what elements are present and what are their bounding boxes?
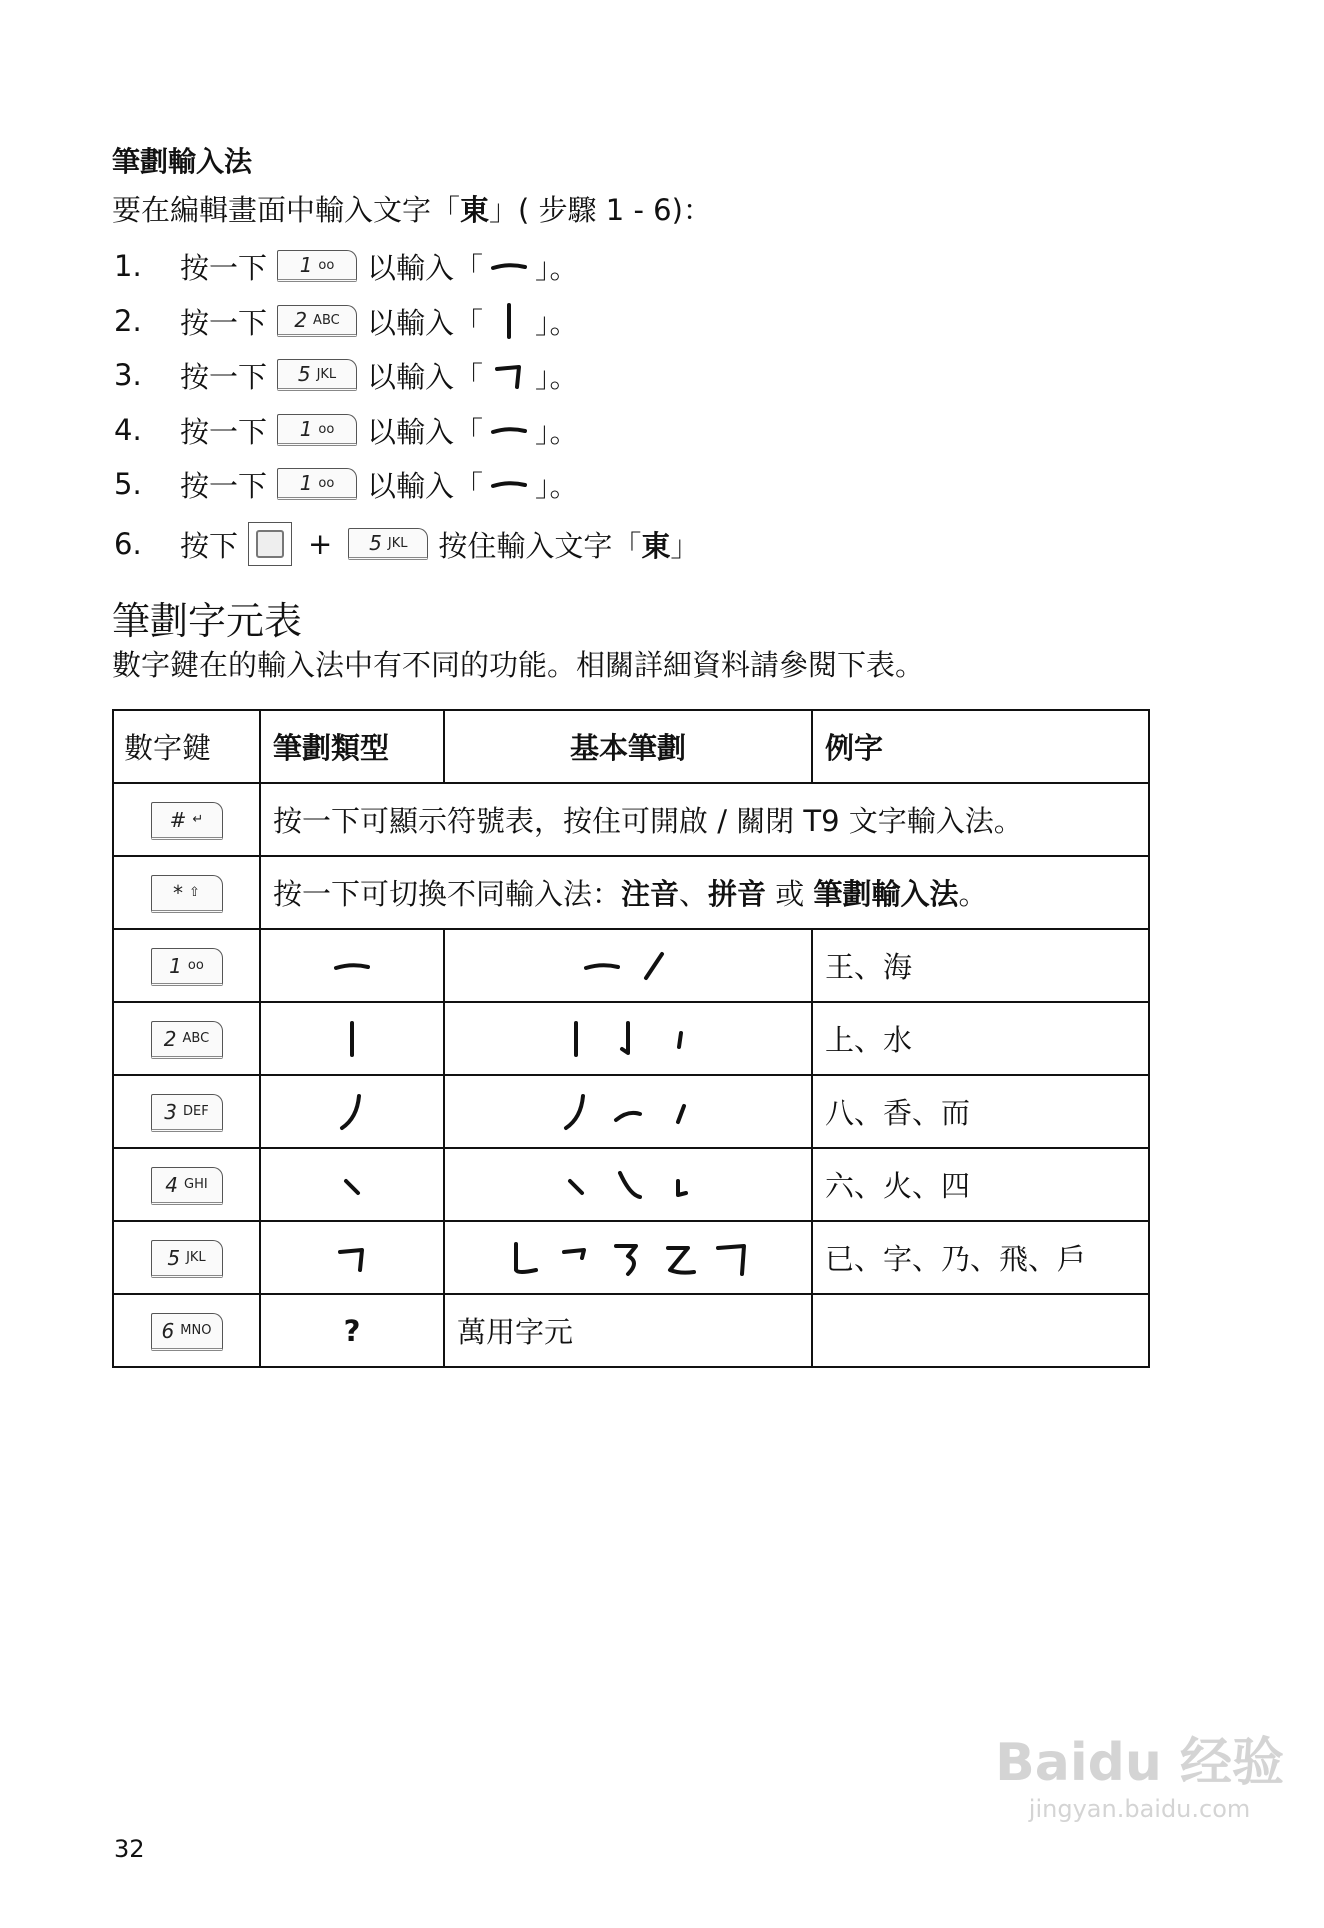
step-number: 6. xyxy=(114,527,142,561)
step-text: 以輸入「 xyxy=(367,305,484,340)
header-stroke-type: 筆劃類型 xyxy=(260,710,444,783)
key-5-icon xyxy=(151,1240,223,1278)
stroke-dian-icon xyxy=(332,1165,372,1205)
step-2 xyxy=(114,299,579,343)
key-sub: MNO xyxy=(180,1323,212,1338)
text: 按一下可切換不同輸入法： xyxy=(273,877,622,911)
stroke-type-cell xyxy=(260,1221,444,1294)
stroke-hengzhesmall-icon xyxy=(556,1238,596,1278)
key-main: 1 xyxy=(169,953,182,978)
key-main: 1 xyxy=(299,253,313,277)
stroke-nai-icon xyxy=(608,1238,648,1278)
key-5-icon xyxy=(348,528,428,560)
key-1-icon xyxy=(277,468,357,500)
text: 、 xyxy=(679,877,709,911)
examples-cell: 八、香、而 xyxy=(812,1075,1149,1148)
table-row xyxy=(113,1075,1149,1148)
table-row xyxy=(113,783,1149,856)
step-text: 以輸入「 xyxy=(367,359,484,394)
basic-stroke-text: 萬用字元 xyxy=(457,1315,574,1349)
step-end: 」。 xyxy=(535,250,579,285)
step-number: 1. xyxy=(114,249,142,283)
stroke-shushort-icon xyxy=(660,1019,700,1059)
step-3 xyxy=(114,353,579,397)
step-text: 以輸入「 xyxy=(367,250,484,285)
step-text: 以輸入「 xyxy=(367,468,484,503)
step-end: 」。 xyxy=(535,359,579,394)
key-sub: JKL xyxy=(387,535,408,551)
examples-cell: 已、字、乃、飛、戶 xyxy=(812,1221,1149,1294)
key-main: 5 xyxy=(297,362,311,386)
key-main: # xyxy=(169,807,187,832)
stroke-heng-icon xyxy=(489,410,529,450)
section-heading: 筆劃輸入法 xyxy=(112,145,253,178)
key-main: * xyxy=(173,880,184,905)
stroke-type-cell xyxy=(260,929,444,1002)
key-main: 6 xyxy=(161,1318,175,1343)
step-action: 按一下 xyxy=(180,305,268,340)
stroke-hengzhe-icon xyxy=(332,1238,372,1278)
intro-prefix: 要在編輯畫面中輸入文字「 xyxy=(112,193,461,227)
key-cell xyxy=(113,856,260,929)
nav-key-icon xyxy=(248,522,292,566)
step-action: 按下 xyxy=(180,528,239,563)
key-sub: ⇧ xyxy=(189,885,200,900)
key-sub: DEF xyxy=(183,1104,209,1119)
basic-strokes-cell xyxy=(444,1075,812,1148)
header-basic-strokes: 基本筆劃 xyxy=(444,710,812,783)
table-description: 數字鍵在的輸入法中有不同的功能。相關詳細資料請參閱下表。 xyxy=(112,648,925,682)
stroke-type-cell xyxy=(260,1002,444,1075)
key-4-icon xyxy=(151,1167,223,1205)
key-main: 4 xyxy=(165,1172,179,1197)
intro-suffix: 」( 步驟 1 - 6)： xyxy=(489,193,712,227)
key-3-icon xyxy=(151,1094,223,1132)
step-text: 以輸入「 xyxy=(367,414,484,449)
intro-text xyxy=(112,188,712,229)
stroke-pie-icon xyxy=(556,1092,596,1132)
stroke-heng-icon xyxy=(582,946,622,986)
key-sub: oo xyxy=(318,257,335,273)
key-cell xyxy=(113,1148,260,1221)
step-end: 」。 xyxy=(535,305,579,340)
stroke-shu-icon xyxy=(489,301,529,341)
key-cell xyxy=(113,1075,260,1148)
basic-strokes-cell xyxy=(444,1148,812,1221)
stroke-pie-icon xyxy=(332,1092,372,1132)
key-sub: ↵ xyxy=(192,812,204,827)
step-action: 按一下 xyxy=(180,468,268,503)
examples-cell: 六、火、四 xyxy=(812,1148,1149,1221)
step-number: 2. xyxy=(114,304,142,338)
step-5 xyxy=(114,462,579,506)
plus-sign: + xyxy=(308,527,333,561)
key-1-icon xyxy=(151,948,223,986)
key-sub: GHI xyxy=(184,1177,208,1192)
step-1 xyxy=(114,244,579,288)
examples-cell xyxy=(812,1294,1149,1367)
step-text: 按住輸入文字「 xyxy=(438,528,642,563)
basic-strokes-cell xyxy=(444,1294,812,1367)
stroke-shugou-icon xyxy=(608,1019,648,1059)
stroke-shuwan-icon xyxy=(504,1238,544,1278)
table-row xyxy=(113,1221,1149,1294)
step-number: 5. xyxy=(114,467,142,501)
key-sub: JKL xyxy=(186,1250,206,1265)
key-cell xyxy=(113,1221,260,1294)
baidu-watermark: Baidu 经验 jingyan.baidu.com xyxy=(995,1733,1284,1823)
key-sub: ABC xyxy=(182,1031,210,1046)
intro-char: 東 xyxy=(460,193,490,227)
key-sub: oo xyxy=(318,475,335,491)
key-1-icon xyxy=(277,250,357,282)
table-row xyxy=(113,1002,1149,1075)
stroke-ti-icon xyxy=(634,946,674,986)
step-action: 按一下 xyxy=(180,250,268,285)
stroke-heng-icon xyxy=(489,246,529,286)
basic-strokes-cell xyxy=(444,1221,812,1294)
stroke-pierise-icon xyxy=(608,1092,648,1132)
key-5-icon xyxy=(277,359,357,391)
step-4 xyxy=(114,408,579,452)
key-cell xyxy=(113,783,260,856)
examples-cell: 上、水 xyxy=(812,1002,1149,1075)
stroke-na-icon xyxy=(608,1165,648,1205)
table-row xyxy=(113,929,1149,1002)
table-title: 筆劃字元表 xyxy=(112,599,303,643)
key-sub: JKL xyxy=(316,366,337,382)
key-main: 5 xyxy=(167,1245,181,1270)
key-sub: oo xyxy=(187,958,204,973)
key-1-icon xyxy=(277,414,357,446)
star-row-text xyxy=(260,856,1149,929)
step-number: 4. xyxy=(114,413,142,447)
step-action: 按一下 xyxy=(180,359,268,394)
header-examples: 例字 xyxy=(812,710,1149,783)
stroke-shu-icon xyxy=(556,1019,596,1059)
text: 或 xyxy=(766,877,814,911)
key-2-icon xyxy=(277,305,357,337)
key-main: 1 xyxy=(299,417,313,441)
stroke-pieshort-icon xyxy=(660,1092,700,1132)
hash-row-text: 按一下可顯示符號表，按住可開啟 / 關閉 T9 文字輸入法。 xyxy=(260,783,1149,856)
stroke-dianti-icon xyxy=(660,1165,700,1205)
key-hash-icon xyxy=(151,802,223,840)
header-key: 數字鍵 xyxy=(113,710,260,783)
key-star-icon xyxy=(151,875,223,913)
key-cell xyxy=(113,1294,260,1367)
key-2-icon xyxy=(151,1021,223,1059)
stroke-hengzhegou-icon xyxy=(712,1238,752,1278)
page-number: 32 xyxy=(114,1835,145,1863)
stroke-shu-icon xyxy=(332,1019,372,1059)
basic-strokes-cell xyxy=(444,929,812,1002)
key-sub: ABC xyxy=(313,312,340,328)
key-main: 2 xyxy=(163,1026,177,1051)
stroke-table xyxy=(112,709,1150,1368)
examples-cell: 王、海 xyxy=(812,929,1149,1002)
text-zhuyin: 注音 xyxy=(621,877,680,911)
key-main: 1 xyxy=(299,471,313,495)
step-number: 3. xyxy=(114,358,142,392)
stroke-type-cell xyxy=(260,1294,444,1367)
text-stroke-input: 筆劃輸入法 xyxy=(813,877,959,911)
stroke-type-text: ? xyxy=(343,1313,361,1348)
basic-strokes-cell xyxy=(444,1002,812,1075)
stroke-heng-icon xyxy=(489,464,529,504)
key-cell xyxy=(113,929,260,1002)
step-char: 東 xyxy=(641,528,671,563)
step-end: 」 xyxy=(670,528,700,563)
table-row xyxy=(113,1148,1149,1221)
stroke-heng-icon xyxy=(332,946,372,986)
key-main: 3 xyxy=(164,1099,178,1124)
table-header-row xyxy=(113,710,1149,783)
stroke-type-cell xyxy=(260,1148,444,1221)
step-6 xyxy=(114,522,699,566)
step-action: 按一下 xyxy=(180,414,268,449)
table-row xyxy=(113,856,1149,929)
stroke-yi-icon xyxy=(660,1238,700,1278)
key-cell xyxy=(113,1002,260,1075)
stroke-type-cell xyxy=(260,1075,444,1148)
key-sub: oo xyxy=(318,421,335,437)
step-end: 」。 xyxy=(535,468,579,503)
table-row xyxy=(113,1294,1149,1367)
text: 。 xyxy=(958,877,988,911)
key-main: 5 xyxy=(369,531,382,555)
stroke-dian-icon xyxy=(556,1165,596,1205)
stroke-hengzhe-icon xyxy=(489,355,529,395)
step-end: 」。 xyxy=(535,414,579,449)
text-pinyin: 拼音 xyxy=(708,877,767,911)
key-6-icon xyxy=(151,1313,223,1351)
key-main: 2 xyxy=(294,308,308,332)
